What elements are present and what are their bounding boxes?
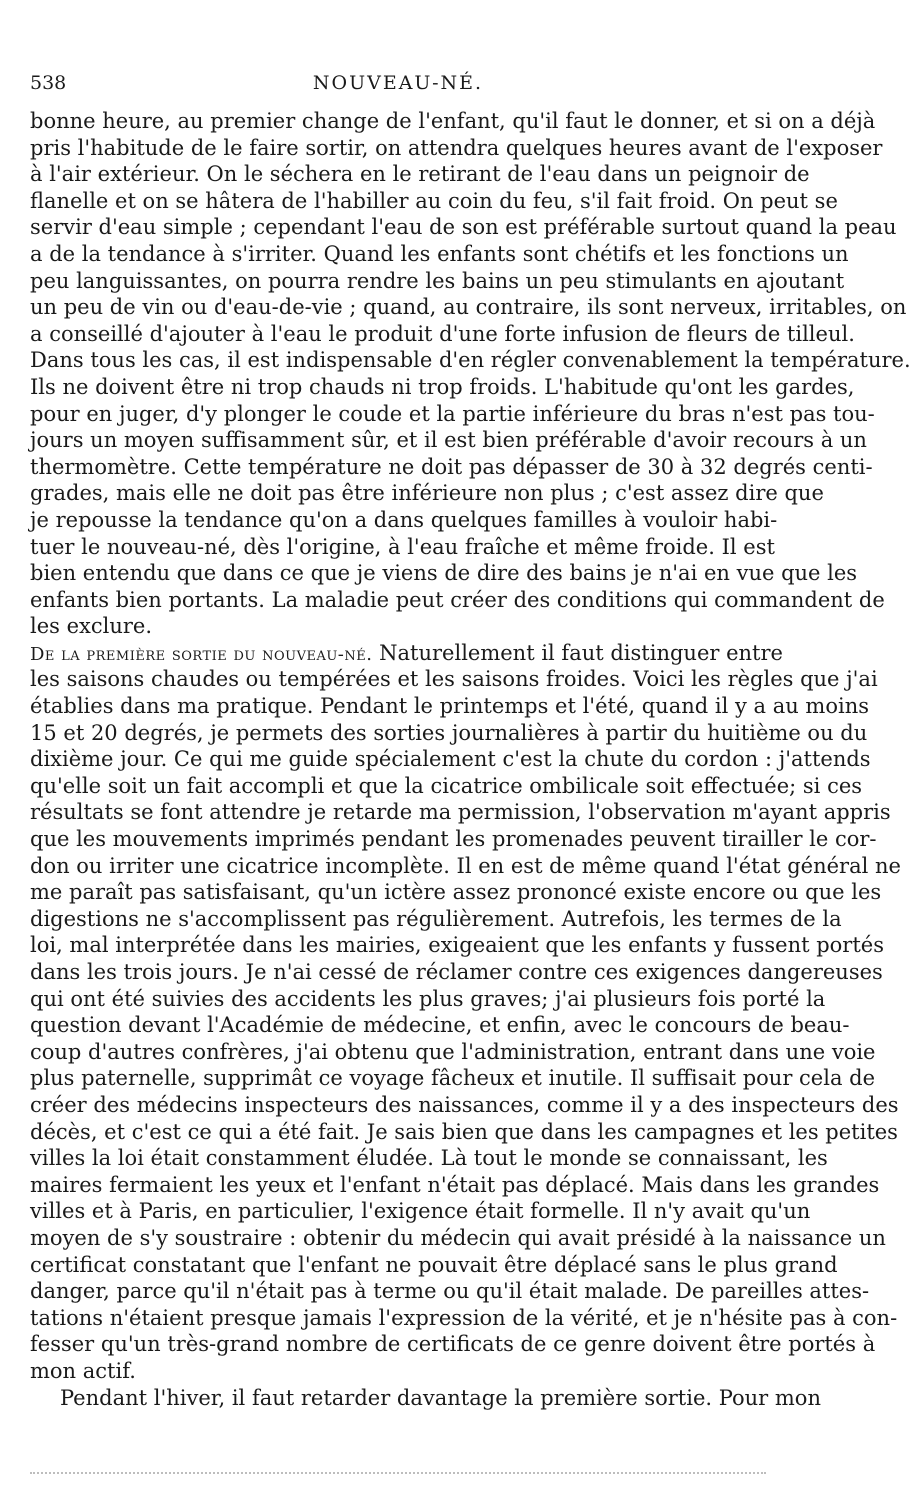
text-line: décès, et c'est ce qui a été fait. Je sais bien que dans les campagnes et les petites xyxy=(30,1119,898,1144)
text-line: dans les trois jours. Je n'ai cessé de réclamer contre ces exigences dangereuses xyxy=(30,960,883,984)
text-line: loi, mal interprétée dans les mairies, exigeaient que les enfants y fussent portés xyxy=(30,933,884,958)
text-line: certificat constatant que l'enfant ne pouvait être déplacé sans le plus grand xyxy=(30,1252,838,1277)
text-line: Pendant l'hiver, il faut retarder davantage la première sortie. Pour mon xyxy=(60,1385,821,1410)
text-line: digestions ne s'accomplissent pas régulièrement. Autrefois, les termes de la xyxy=(30,906,842,931)
text-line: a conseillé d'ajouter à l'eau le produit d'une forte infusion de fleurs de tilleul. xyxy=(30,321,855,346)
text-line: pris l'habitude de le faire sortir, on attendra quelques heures avant de l'exposer xyxy=(30,135,883,160)
text-line: coup d'autres confrères, j'ai obtenu que l'administration, entrant dans une voie xyxy=(30,1039,876,1064)
section-heading: De la première sortie du nouveau-né. xyxy=(30,643,373,665)
text-line: servir d'eau simple ; cependant l'eau de son est préférable surtout quand la peau xyxy=(30,215,897,240)
page-header xyxy=(30,68,766,98)
paragraph-winter xyxy=(30,1385,821,1412)
text-line: grades, mais elle ne doit pas être inférieure non plus ; c'est assez dire que xyxy=(30,481,824,506)
text-line: maires fermaient les yeux et l'enfant n'était pas déplacé. Mais dans les grandes xyxy=(30,1172,880,1197)
text-line: établies dans ma pratique. Pendant le printemps et l'été, quand il y a au moins xyxy=(30,694,869,719)
section-first-outing xyxy=(30,640,901,1385)
text-line: résultats se font attendre je retarde ma permission, l'observation m'ayant appris xyxy=(30,800,891,825)
text-line: tations n'étaient presque jamais l'expression de la vérité, et je n'hésite pas à con- xyxy=(30,1305,898,1330)
text-line: Ils ne doivent être ni trop chauds ni trop froids. L'habitude qu'ont les gardes, xyxy=(30,374,855,399)
text-line: jours un moyen suffisamment sûr, et il est bien préférable d'avoir recours à un xyxy=(30,428,867,453)
text-line: qui ont été suivies des accidents les plus graves; j'ai plusieurs fois porté la xyxy=(30,986,826,1011)
text-line: tuer le nouveau-né, dès l'origine, à l'eau fraîche et même froide. Il est xyxy=(30,534,775,559)
footer-rule xyxy=(30,1472,766,1474)
text-line: bonne heure, au premier change de l'enfant, qu'il faut le donner, et si on a déjà xyxy=(30,109,876,133)
section-first-line xyxy=(30,640,783,667)
text-line: danger, parce qu'il n'était pas à terme ou qu'il était malade. De pareilles attes- xyxy=(30,1279,870,1304)
body-text xyxy=(30,108,911,1411)
text-line: peu languissantes, on pourra rendre les bains un peu stimulants en ajoutant xyxy=(30,268,845,293)
text-line: pour en juger, d'y plonger le coude et la partie inférieure du bras n'est pas tou- xyxy=(30,401,875,426)
page-number: 538 xyxy=(30,72,67,94)
text-line: fesser qu'un très-grand nombre de certificats de ce genre doivent être portés à xyxy=(30,1332,876,1357)
text-line: un peu de vin ou d'eau-de-vie ; quand, au contraire, ils sont nerveux, irritables, on xyxy=(30,295,907,320)
text-line: dixième jour. Ce qui me guide spécialement c'est la chute du cordon : j'attends xyxy=(30,747,871,772)
text-line: bien entendu que dans ce que je viens de dire des bains je n'ai en vue que les xyxy=(30,561,858,586)
text-line: mon actif. xyxy=(30,1358,136,1383)
text-line: créer des médecins inspecteurs des naissances, comme il y a des inspecteurs des xyxy=(30,1092,899,1117)
text-line: à l'air extérieur. On le séchera en le retirant de l'eau dans un peignoir de xyxy=(30,162,810,187)
paragraph-baths xyxy=(30,108,911,640)
text-line: les exclure. xyxy=(30,614,153,639)
text-line: villes la loi était constamment éludée. Là tout le monde se connaissant, les xyxy=(30,1146,828,1171)
text-line: je repousse la tendance qu'on a dans quelques familles à vouloir habi- xyxy=(30,507,778,532)
section-first-line-text: Naturellement il faut distinguer entre xyxy=(379,640,783,665)
text-line: don ou irriter une cicatrice incomplète. Il en est de même quand l'état général ne xyxy=(30,853,901,878)
text-line: flanelle et on se hâtera de l'habiller au coin du feu, s'il fait froid. On peut se xyxy=(30,188,838,213)
running-head: NOUVEAU-NÉ. xyxy=(312,72,484,94)
text-line: Dans tous les cas, il est indispensable d'en régler convenablement la température. xyxy=(30,348,911,373)
text-line: enfants bien portants. La maladie peut créer des conditions qui commandent de xyxy=(30,587,885,612)
text-line: que les mouvements imprimés pendant les promenades peuvent tirailler le cor- xyxy=(30,827,877,852)
text-line: a de la tendance à s'irriter. Quand les enfants sont chétifs et les fonctions un xyxy=(30,241,849,266)
text-line: plus paternelle, supprimât ce voyage fâcheux et inutile. Il suffisait pour cela de xyxy=(30,1066,876,1091)
text-line: villes et à Paris, en particulier, l'exigence était formelle. Il n'y avait qu'un xyxy=(30,1199,811,1224)
book-page xyxy=(30,0,911,1510)
text-line: me paraît pas satisfaisant, qu'un ictère assez prononcé existe encore ou que les xyxy=(30,880,882,905)
text-line: les saisons chaudes ou tempérées et les saisons froides. Voici les règles que j'ai xyxy=(30,667,878,692)
text-line: thermomètre. Cette température ne doit pas dépasser de 30 à 32 degrés centi- xyxy=(30,454,873,479)
text-line: 15 et 20 degrés, je permets des sorties journalières à partir du huitième ou du xyxy=(30,720,868,745)
text-line: moyen de s'y soustraire : obtenir du médecin qui avait présidé à la naissance un xyxy=(30,1225,886,1250)
text-line: qu'elle soit un fait accompli et que la cicatrice ombilicale soit effectuée; si ces xyxy=(30,773,863,798)
text-line: question devant l'Académie de médecine, et enfin, avec le concours de beau- xyxy=(30,1013,850,1038)
